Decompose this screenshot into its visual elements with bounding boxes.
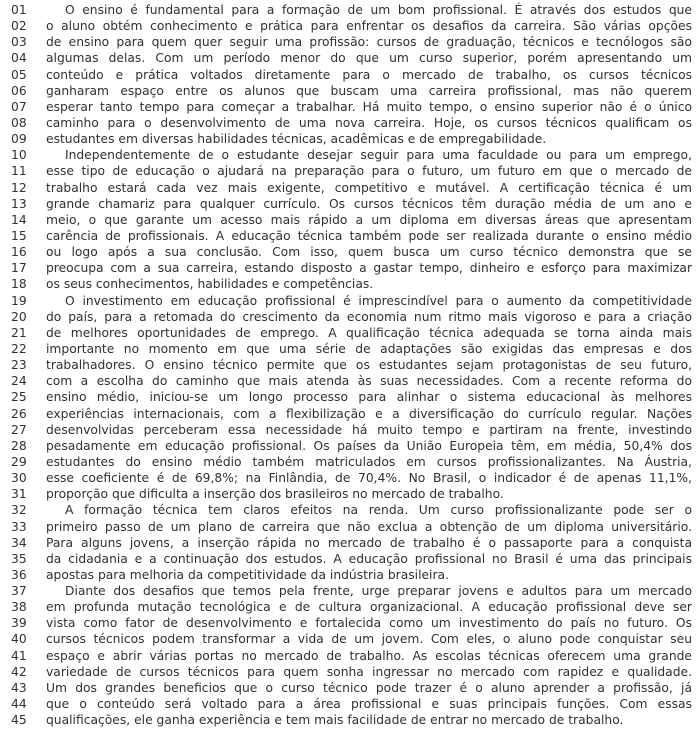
text-line	[11, 470, 692, 486]
line-text: preocupa com a sua carreira, estando disposto a gastar tempo, dinheiro e esforço para maximizar	[46, 261, 692, 276]
line-text: estudantes do ensino médio também matriculados em cursos profissionalizantes. Na Áustria,	[46, 454, 692, 469]
line-number: 37	[11, 584, 27, 599]
line-number: 34	[11, 535, 27, 550]
line-text: O ensino é fundamental para a formação de um bom profissional. É através dos estudos que	[65, 3, 692, 17]
line-number: 03	[11, 35, 27, 50]
line-text: esse coeficiente é de 69,8%; na Finlândia, de 70,4%. No Brasil, o indicador é de apenas 11,1%,	[46, 471, 692, 486]
line-number: 27	[11, 422, 27, 437]
text-line	[11, 115, 692, 131]
line-text: importante no momento em que uma série de adaptações são exigidas das empresas e dos	[46, 341, 692, 356]
line-text: pesadamente em educação profissional. Os países da União Europeia têm, em média, 50,4% dos	[46, 438, 692, 453]
line-text: grande chamariz para qualquer currículo. Os cursos técnicos têm duração média de um ano e	[46, 196, 692, 211]
line-number: 20	[11, 309, 27, 324]
line-text: variedade de cursos técnicos para quem sonha ingressar no mercado com rapidez e qualidade.	[46, 664, 692, 679]
text-line	[11, 276, 692, 292]
text-line	[11, 486, 692, 502]
line-text: algumas delas. Com um período menor do que um curso superior, porém apresentando um	[46, 51, 692, 66]
text-line	[11, 631, 692, 647]
line-number: 23	[11, 358, 27, 373]
text-line	[11, 260, 692, 276]
line-number: 32	[11, 503, 27, 518]
text-line	[11, 244, 692, 260]
text-line	[11, 519, 692, 535]
line-text: cursos técnicos podem transformar a vida de um jovem. Com eles, o aluno pode conquistar seu	[46, 632, 692, 647]
text-line	[11, 712, 692, 728]
line-number: 17	[11, 261, 27, 276]
line-text: Diante dos desafios que temos pela frente, urge preparar jovens e adultos para um mercado	[65, 584, 692, 599]
line-text: de melhores oportunidades de emprego. A qualificação técnica adequada se torna ainda mais	[46, 325, 692, 340]
line-text: ensino médio, iniciou-se um longo processo para alinhar o sistema educacional às melhores	[46, 390, 692, 405]
line-number: 01	[11, 3, 27, 17]
line-text: meio, o que garante um acesso mais rápido a um diploma em diversas áreas que apresentam	[46, 212, 692, 227]
line-number: 04	[11, 51, 27, 66]
text-line	[11, 228, 692, 244]
line-number: 19	[11, 293, 27, 308]
line-text: proporção que dificulta a inserção dos brasileiros no mercado de trabalho.	[46, 487, 504, 502]
line-text: da cidadania e a continuação dos estudos. A educação profissional no Brasil é uma das principais	[46, 551, 692, 566]
line-text: em profunda mutação tecnológica e de cultura organizacional. A educação profissional deve ser	[46, 600, 692, 615]
text-line	[11, 67, 692, 83]
text-line	[11, 680, 692, 696]
line-text: Independentemente de o estudante desejar seguir para uma faculdade ou para um emprego,	[65, 148, 692, 163]
line-text: A formação técnica tem claros efeitos na renda. Um curso profissionalizante pode ser o	[65, 503, 692, 518]
line-number: 15	[11, 228, 27, 243]
text-line	[11, 406, 692, 422]
line-text: qualificações, ele ganha experiência e tem mais facilidade de entrar no mercado de trabalho.	[46, 713, 624, 728]
line-text: o aluno obtém conhecimento e prática para enfrentar os desafios da carreira. São várias opções	[46, 19, 692, 34]
line-number: 29	[11, 454, 27, 469]
line-text: ou logo após a sua conclusão. Com isso, quem busca um curso técnico demonstra que se	[46, 245, 692, 260]
line-number: 08	[11, 115, 27, 130]
text-line	[11, 567, 692, 583]
line-number: 43	[11, 680, 27, 695]
line-number: 10	[11, 148, 27, 163]
text-line	[11, 196, 692, 212]
text-line	[11, 147, 692, 163]
line-text: primeiro passo de um plano de carreira que não exclua a obtenção de um diploma universitário.	[46, 519, 692, 534]
line-number: 33	[11, 519, 27, 534]
line-number: 18	[11, 277, 27, 292]
line-number: 02	[11, 19, 27, 34]
line-number: 28	[11, 438, 27, 453]
text-line	[11, 212, 692, 228]
line-number: 25	[11, 390, 27, 405]
line-number: 24	[11, 374, 27, 389]
line-text: espaço e abrir várias portas no mercado de trabalho. As escolas técnicas oferecem uma grande	[46, 648, 692, 663]
line-number: 12	[11, 180, 27, 195]
line-number: 06	[11, 83, 27, 98]
line-text: caminho para o desenvolvimento de uma nova carreira. Hoje, os cursos técnicos qualificam os	[46, 115, 692, 130]
line-number: 05	[11, 67, 27, 82]
line-number: 26	[11, 406, 27, 421]
text-line	[11, 83, 692, 99]
text-line	[11, 341, 692, 357]
text-line	[11, 131, 692, 147]
line-text: trabalho estará cada vez mais exigente, competitivo e mutável. A certificação técnica é um	[46, 180, 692, 195]
line-number: 44	[11, 697, 27, 712]
line-number: 07	[11, 99, 27, 114]
line-text: do país, para a retomada do crescimento da economia num ritmo mais vigoroso e para a criação	[46, 309, 692, 324]
line-number: 22	[11, 341, 27, 356]
text-line	[11, 309, 692, 325]
line-text: com a escolha do caminho que mais atenda às suas necessidades. Com a recente reforma do	[46, 374, 692, 389]
text-line	[11, 502, 692, 518]
text-line	[11, 2, 692, 18]
line-number: 09	[11, 132, 27, 147]
line-text: esperar tanto tempo para começar a trabalhar. Há muito tempo, o ensino superior não é o único	[46, 99, 692, 114]
text-line	[11, 599, 692, 615]
line-text: os seus conhecimentos, habilidades e competências.	[46, 277, 374, 292]
text-line	[11, 34, 692, 50]
line-number: 14	[11, 212, 27, 227]
line-number: 42	[11, 664, 27, 679]
text-line	[11, 293, 692, 309]
line-number: 41	[11, 648, 27, 663]
line-text: carência de profissionais. A educação técnica também pode ser realizada durante o ensino médio	[46, 228, 692, 243]
text-line	[11, 438, 692, 454]
line-text: ganharam espaço entre os alunos que buscam uma carreira profissional, mas não querem	[46, 83, 692, 98]
line-text: que o conteúdo será voltado para a área profissional e suas principais funções. Com essas	[46, 697, 692, 712]
line-text: desenvolvidas perceberam essa necessidade há muito tempo e partiram na frente, investindo	[46, 422, 692, 437]
text-line	[11, 389, 692, 405]
line-number: 16	[11, 245, 27, 260]
line-text: trabalhadores. O ensino técnico permite que os estudantes sejam protagonistas de seu futuro,	[46, 358, 692, 373]
line-text: vista como fator de desenvolvimento e fortalecida como um investimento do país no futuro. Os	[46, 616, 692, 631]
line-number: 11	[11, 164, 27, 179]
line-text: esse tipo de educação o ajudará na preparação para o futuro, um futuro em que o mercado de	[46, 164, 692, 179]
line-text: conteúdo e prática voltados diretamente para o mercado de trabalho, os cursos técnicos	[46, 67, 692, 82]
text-line	[11, 422, 692, 438]
text-line	[11, 18, 692, 34]
text-line	[11, 535, 692, 551]
line-text: Para alguns jovens, a inserção rápida no mercado de trabalho é o passaporte para a conquista	[46, 535, 692, 550]
line-number: 40	[11, 632, 27, 647]
text-line	[11, 664, 692, 680]
text-line	[11, 648, 692, 664]
text-line	[11, 551, 692, 567]
line-number: 13	[11, 196, 27, 211]
line-text: de ensino para quem quer seguir uma profissão: cursos de graduação, técnicos e tecnólogos são	[46, 35, 692, 50]
text-line	[11, 357, 692, 373]
text-line	[11, 163, 692, 179]
line-text: Um dos grandes beneficios que o curso técnico pode trazer é o aluno aprender a profissão, já	[46, 680, 692, 695]
text-line	[11, 180, 692, 196]
line-text: O investimento em educação profissional é imprescindível para o aumento da competitividade	[65, 293, 692, 308]
text-line	[11, 454, 692, 470]
line-number: 38	[11, 600, 27, 615]
line-number: 21	[11, 325, 27, 340]
text-line	[11, 583, 692, 599]
text-line	[11, 373, 692, 389]
line-number: 39	[11, 616, 27, 631]
text-line	[11, 696, 692, 712]
line-text: experiências internacionais, com a flexibilização e a diversificação do currículo regular. Nações	[46, 406, 692, 421]
line-text: apostas para melhoria da competitividade da indústria brasileira.	[46, 567, 449, 582]
text-line	[11, 50, 692, 66]
line-number: 45	[11, 713, 27, 728]
line-number: 31	[11, 487, 27, 502]
text-line	[11, 615, 692, 631]
line-text: estudantes em diversas habilidades técnicas, acadêmicas e de empregabilidade.	[46, 132, 547, 147]
line-number: 35	[11, 551, 27, 566]
line-number: 36	[11, 567, 27, 582]
text-line	[11, 99, 692, 115]
text-line	[11, 325, 692, 341]
line-number: 30	[11, 471, 27, 486]
